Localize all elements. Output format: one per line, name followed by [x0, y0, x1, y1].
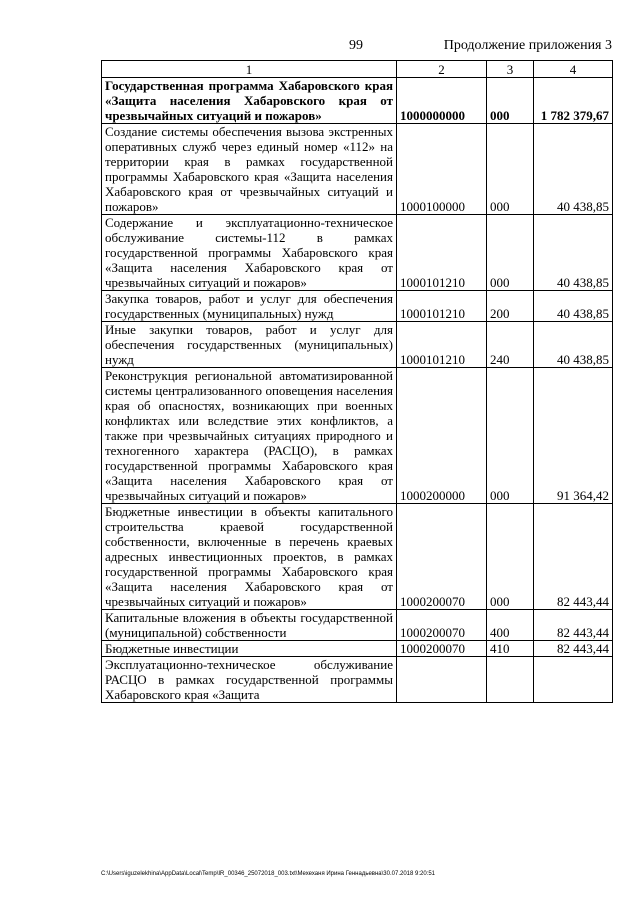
- table-row: [102, 368, 613, 504]
- row-type-cell: 400: [487, 610, 534, 641]
- row-code-cell: 1000200070: [397, 504, 487, 610]
- row-name-cell: Создание системы обеспечения вызова экстренных оперативных служб через единый номер «112» на территории края в рамках государственной программы Хабаровского края «Защита населения Хабаровского края от чрезвычайных ситуаций и пожаров»: [102, 124, 397, 215]
- row-name-cell: Содержание и эксплуатационно-техническое обслуживание системы-112 в рамках государственной программы Хабаровского края «Защита населения Хабаровского края от чрезвычайных ситуаций и пожаров»: [102, 215, 397, 291]
- row-name-cell: Бюджетные инвестиции в объекты капитального строительства краевой государственной собственности, включенные в перечень краевых адресных инвестиционных проектов, в рамках государственной программы Хабаровского края «Защита населения Хабаровского края от чрезвычайных ситуаций и пожаров»: [102, 504, 397, 610]
- page-number: 99: [349, 38, 363, 53]
- row-amount-cell: 91 364,42: [534, 368, 613, 504]
- row-code-cell: 1000101210: [397, 291, 487, 322]
- row-type-cell: 000: [487, 78, 534, 124]
- row-name-cell: Иные закупки товаров, работ и услуг для обеспечения государственных (муниципальных) нужд: [102, 322, 397, 368]
- row-name-cell: Реконструкция региональной автоматизированной системы централизованного оповещения населения края об опасностях, возникающих при военных конфликтах или вследствие этих конфликтов, а также при чрезвычайных ситуациях природного и техногенного характера (РАСЦО), в рамках государственной программы Хабаровского края «Защита населения Хабаровского края от чрезвычайных ситуаций и пожаров»: [102, 368, 397, 504]
- row-type-cell: 000: [487, 368, 534, 504]
- row-amount-cell: 82 443,44: [534, 504, 613, 610]
- row-amount-cell: 40 438,85: [534, 291, 613, 322]
- row-name-cell: Закупка товаров, работ и услуг для обеспечения государственных (муниципальных) нужд: [102, 291, 397, 322]
- row-code-cell: 1000000000: [397, 78, 487, 124]
- row-amount-cell: 82 443,44: [534, 610, 613, 641]
- budget-table: [101, 60, 613, 703]
- row-amount-cell: 40 438,85: [534, 322, 613, 368]
- continuation-label: Продолжение приложения 3: [443, 38, 612, 53]
- table-row: [102, 322, 613, 368]
- table-row: [102, 641, 613, 657]
- row-code-cell: 1000101210: [397, 322, 487, 368]
- row-type-cell: 240: [487, 322, 534, 368]
- row-code-cell: 1000200070: [397, 641, 487, 657]
- row-name-cell: Государственная программа Хабаровского края «Защита населения Хабаровского края от чрезвычайных ситуаций и пожаров»: [102, 78, 397, 124]
- row-type-cell: 000: [487, 504, 534, 610]
- table-row: [102, 78, 613, 124]
- column-header-4: 4: [534, 61, 613, 78]
- row-type-cell: 000: [487, 215, 534, 291]
- row-amount-cell: 82 443,44: [534, 641, 613, 657]
- row-name-cell: Бюджетные инвестиции: [102, 641, 397, 657]
- table-row: [102, 124, 613, 215]
- column-header-1: 1: [102, 61, 397, 78]
- row-type-cell: [487, 657, 534, 703]
- row-code-cell: 1000100000: [397, 124, 487, 215]
- table-header-row: [102, 61, 613, 78]
- row-code-cell: 1000101210: [397, 215, 487, 291]
- column-header-3: 3: [487, 61, 534, 78]
- table-row: [102, 215, 613, 291]
- row-amount-cell: 1 782 379,67: [534, 78, 613, 124]
- row-type-cell: 410: [487, 641, 534, 657]
- row-code-cell: 1000200070: [397, 610, 487, 641]
- row-name-cell: Капитальные вложения в объекты государственной (муниципальной) собственности: [102, 610, 397, 641]
- column-header-2: 2: [397, 61, 487, 78]
- row-type-cell: 200: [487, 291, 534, 322]
- file-path-footer: C:\Users\iguzelekhina\AppData\Local\Temp\IR_00346_25072018_003.txt\Мехеханя Ирина Геннадьевна\30.07.2018 9:20:51: [101, 871, 436, 877]
- table-row: [102, 657, 613, 703]
- row-type-cell: 000: [487, 124, 534, 215]
- row-amount-cell: [534, 657, 613, 703]
- table-row: [102, 504, 613, 610]
- row-name-cell: Эксплуатационно-техническое обслуживание РАСЦО в рамках государственной программы Хабаровского края «Защита: [102, 657, 397, 703]
- row-code-cell: [397, 657, 487, 703]
- row-amount-cell: 40 438,85: [534, 124, 613, 215]
- row-amount-cell: 40 438,85: [534, 215, 613, 291]
- row-code-cell: 1000200000: [397, 368, 487, 504]
- table-row: [102, 291, 613, 322]
- table-row: [102, 610, 613, 641]
